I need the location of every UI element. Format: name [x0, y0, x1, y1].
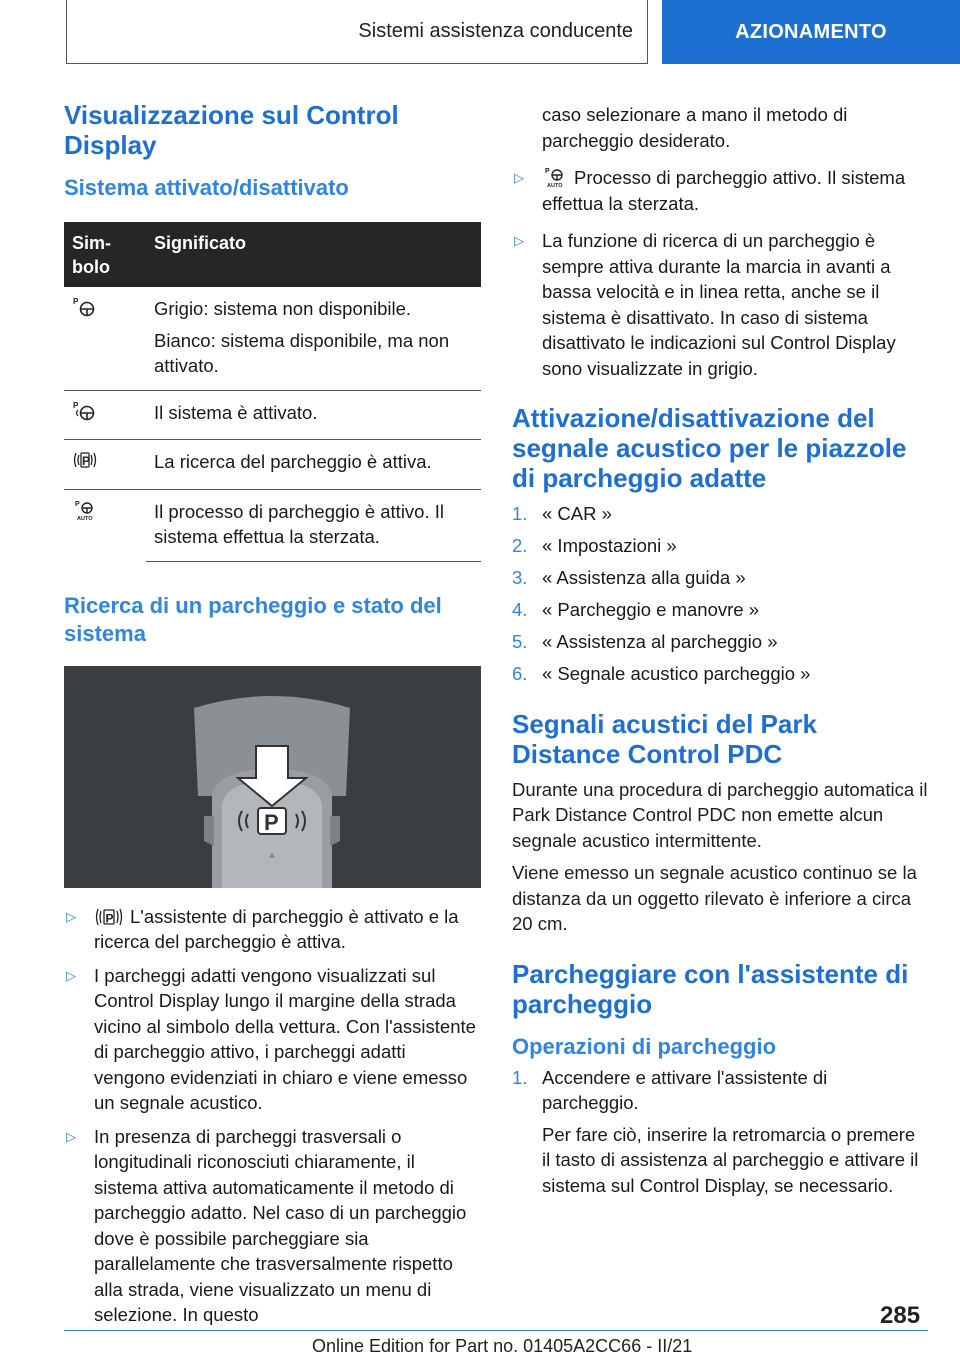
svg-text:AUTO: AUTO	[77, 515, 93, 521]
table-row	[64, 390, 481, 440]
park-assist-gray-icon	[64, 287, 146, 390]
table-cell-meaning	[146, 287, 481, 390]
menu-step-text: « Impostazioni »	[542, 535, 677, 556]
table-row	[64, 287, 481, 390]
meaning-text: Grigio: sistema non disponibile.	[154, 298, 412, 319]
footer-edition: Online Edition for Part no. 01405A2CC66 - II/21	[312, 1336, 693, 1356]
section-subtitle-status: Sistema attivato/disattivato	[64, 175, 349, 200]
list-item: 1. « CAR »	[512, 503, 612, 524]
svg-text:AUTO: AUTO	[547, 183, 563, 188]
svg-text:P: P	[82, 454, 91, 468]
parking-search-car-illustration	[64, 666, 481, 888]
svg-text:P: P	[545, 168, 550, 175]
list-item: 3. « Assistenza alla guida »	[512, 567, 746, 588]
parking-search-icon	[94, 907, 124, 927]
section-title-acoustic-toggle: Attivazione/disattivazione del segnale acustico per le piazzole di parcheggio adatte	[512, 403, 907, 493]
meaning-text: La ricerca del parcheggio è attiva.	[154, 451, 432, 472]
bullet-marker: ▷	[66, 967, 76, 983]
bullet-text: La funzione di ricerca di un parcheggio è sempre attiva durante la marcia in avanti a bassa velocità e in linea retta, anche se il sistema è disattivato. In caso di sistema disattivato le indicazioni sul Control Display sono visualizzate in grigio.	[542, 230, 896, 379]
section-title-park-assistant: Parcheggiare con l'assistente di parcheggio	[512, 958, 909, 1019]
bullet-text: I parcheggi adatti vengono visualizzati sul Control Display lungo il margine della strada vicino al simbolo della vettura. Con l'assistente di parcheggio attivo, i parcheggi adatti vengono evidenziati in chiaro e viene emesso un segnale acustico.	[94, 964, 476, 1113]
bullet-text: L'assistente di parcheggio è attivato e la ricerca del parcheggio è attiva.	[94, 905, 459, 952]
page-number: 285	[880, 1302, 921, 1329]
list-item	[64, 904, 481, 955]
header-chapter-tab	[662, 0, 960, 64]
pdc-paragraph-1: Durante una procedura di parcheggio automatica il Park Distance Control PDC non emette alcun segnale acustico intermittente.	[512, 778, 928, 851]
section-title-search: Ricerca di un parcheggio e stato del sistema	[64, 592, 442, 646]
list-item	[512, 165, 928, 216]
list-item	[64, 963, 481, 1116]
meaning-col-header: Significato	[146, 222, 481, 287]
continued-bullet-list	[512, 102, 928, 381]
header-section-label: Sistemi assistenza conducente	[358, 20, 633, 42]
bullet-marker: ▷	[66, 1128, 76, 1144]
menu-step-text: « Assistenza alla guida »	[542, 567, 746, 588]
section-title-pdc: Segnali acustici del Park Distance Control PDC	[512, 708, 817, 769]
pdc-paragraph-2: Viene emesso un segnale acustico continuo se la distanza da un oggetto rilevato è inferiore a circa 20 cm.	[512, 862, 917, 934]
park-auto-icon	[64, 489, 146, 561]
bullet-marker: ▷	[514, 233, 524, 248]
bullet-text: Processo di parcheggio attivo. Il sistema effettua la sterzata.	[542, 167, 906, 214]
section-title-display: Visualizzazione sul Control Display	[64, 100, 399, 160]
table-row	[64, 489, 481, 561]
operations-list	[512, 1065, 928, 1199]
menu-step-text: « Segnale acustico parcheggio »	[542, 663, 811, 684]
list-item: 4. « Parcheggio e manovre »	[512, 599, 759, 620]
bullet-text: In presenza di parcheggi trasversali o longitudinali riconosciuti chiaramente, il sistema attiva automaticamente il metodo di parcheggio adatto. Nel caso di un parcheggio dove è possibile parcheggiare sia parallelamente che trasversalmente rispetto alla strada, viene visualizzato un menu di selezione. In questo	[94, 1125, 467, 1325]
list-item: 5. « Assistenza al parcheggio »	[512, 631, 778, 652]
meaning-text: Il processo di parcheggio è attivo. Il sistema effettua la sterzata.	[154, 500, 444, 547]
step-text: Accendere e attivare l'assistente di parcheggio.	[542, 1066, 828, 1113]
table-cell-meaning	[146, 489, 481, 561]
svg-text:P: P	[105, 911, 114, 925]
bullet-text: caso selezionare a mano il metodo di parcheggio desiderato.	[542, 104, 848, 151]
meaning-text: Bianco: sistema disponibile, ma non attivato.	[154, 329, 450, 376]
left-column	[64, 100, 481, 1336]
header-chapter-label: AZIONAMENTO	[735, 20, 887, 43]
menu-step-text: « CAR »	[542, 503, 612, 524]
bullet-marker: ▷	[514, 170, 524, 185]
illustration-p-label: P	[264, 809, 279, 835]
svg-text:P: P	[73, 400, 79, 410]
list-item	[512, 228, 928, 381]
meaning-text: Il sistema è attivato.	[154, 401, 318, 423]
menu-step-text: « Assistenza al parcheggio »	[542, 631, 778, 652]
list-item: 2. « Impostazioni »	[512, 535, 677, 556]
symbol-col-header: Sim-bolo	[64, 222, 146, 287]
svg-text:P: P	[73, 297, 79, 306]
symbol-table-header	[64, 222, 481, 287]
footer-divider	[64, 1330, 928, 1331]
table-cell-meaning	[146, 440, 481, 490]
list-item: 6. « Segnale acustico parcheggio »	[512, 663, 811, 684]
list-item	[512, 1065, 928, 1199]
park-auto-icon	[542, 166, 568, 188]
search-bullet-list	[64, 904, 481, 1328]
step-number: 1.	[512, 1066, 528, 1088]
bullet-marker: ▷	[66, 908, 76, 924]
table-cell-meaning	[146, 390, 481, 440]
right-column	[512, 102, 928, 1205]
section-subtitle-operations: Operazioni di parcheggio	[512, 1033, 777, 1059]
list-item-continued	[512, 102, 928, 153]
list-item	[64, 1124, 481, 1328]
park-assist-active-icon	[64, 390, 146, 440]
parking-search-icon	[64, 440, 146, 490]
svg-text:P: P	[75, 500, 80, 508]
symbol-table	[64, 222, 481, 562]
menu-step-text: « Parcheggio e manovre »	[542, 599, 759, 620]
menu-steps-list	[512, 501, 928, 687]
step-subtext: Per fare ciò, inserire la retromarcia o premere il tasto di assistenza al parcheggio e attivare il sistema sul Control Display, se necessario.	[542, 1123, 919, 1196]
table-row	[64, 440, 481, 490]
header-section-title	[66, 0, 648, 64]
